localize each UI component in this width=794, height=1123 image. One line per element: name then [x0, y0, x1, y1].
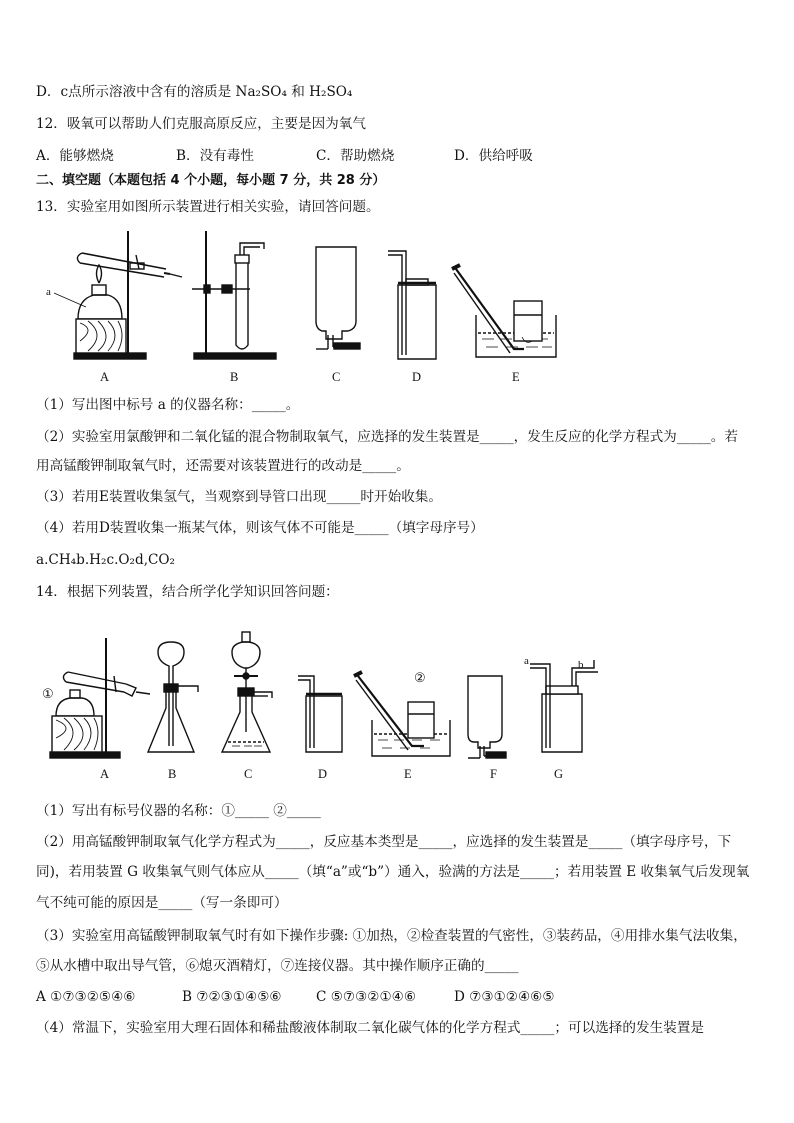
figure-label-g: G: [554, 767, 564, 781]
q12-option-d: D．供给呼吸: [454, 148, 533, 164]
figure-label-d: D: [318, 767, 328, 781]
apparatus-a: [54, 231, 182, 359]
marker-a: a: [46, 286, 51, 298]
q14-part1: （1）写出有标号仪器的名称：①_____ ②_____: [36, 803, 321, 819]
q14-part3-option-a: A ①⑦③②⑤④⑥: [36, 989, 136, 1005]
apparatus-e: [354, 672, 450, 756]
q14-part2-line2: 同)，若用装置 G 收集氧气则气体应从_____（填“a”或“b”）通入，验满的方法是_____；若用装置 E 收集氧气后发现氧: [36, 864, 750, 880]
q12-option-b: B．没有毒性: [176, 148, 254, 164]
figure-label-e: E: [512, 370, 520, 384]
q13-figure: [36, 225, 576, 387]
port-b-label: b: [578, 659, 584, 671]
q14-part3-line1: （3）实验室用高锰酸钾制取氧气时有如下操作步骤: ①加热，②检查装置的气密性，③装药品，④用排水集气法收集，: [36, 928, 747, 944]
q13-part2-line1: （2）实验室用氯酸钾和二氧化锰的混合物制取氧气，应选择的发生装置是_____，发生反应的化学方程式为_____。若: [36, 429, 738, 445]
marker-1: ①: [42, 686, 54, 701]
q14-part3-option-b: B ⑦②③①④⑤⑥: [182, 989, 282, 1005]
q13-part4-options: a.CH₄b.H₂c.O₂d,CO₂: [36, 552, 176, 568]
q14-part3-option-c: C ⑤⑦③②①④⑥: [316, 989, 417, 1005]
figure-label-b: B: [168, 767, 177, 781]
figure-label-a: A: [100, 370, 110, 384]
apparatus-e: [452, 265, 556, 357]
q13-part3: （3）若用E装置收集氢气，当观察到导管口出现_____时开始收集。: [36, 489, 442, 505]
figure-label-c: C: [332, 370, 341, 384]
q14-part3-line2: ⑤从水槽中取出导气管，⑥熄灭酒精灯，⑦连接仪器。其中操作顺序正确的_____: [36, 958, 519, 974]
q12-option-a: A．能够燃烧: [36, 148, 114, 164]
port-a-label: a: [524, 655, 529, 667]
apparatus-d: [298, 676, 342, 752]
figure-label-d: D: [412, 370, 422, 384]
apparatus-d: [388, 251, 436, 359]
section-heading: 二、填空题（本题包括 4 个小题，每小题 7 分，共 28 分）: [36, 173, 386, 188]
q14-stem: 14．根据下列装置，结合所学化学知识回答问题：: [36, 584, 339, 600]
q14-part4: （4）常温下，实验室用大理石固体和稀盐酸液体制取二氧化碳气体的化学方程式_____；可以选择的发生装置是: [36, 1020, 704, 1036]
q14-part2-line1: （2）用高锰酸钾制取氧气化学方程式为_____，反应基本类型是_____，应选择的发生装置是_____（填字母序号，下: [36, 834, 732, 850]
q13-stem: 13．实验室用如图所示装置进行相关实验，请回答问题。: [36, 199, 380, 215]
figure-label-e: E: [404, 767, 412, 781]
apparatus-b: [192, 231, 276, 359]
option-d-line: D．c点所示溶液中含有的溶质是 Na₂SO₄ 和 H₂SO₄: [36, 84, 353, 100]
q12-option-c: C．帮助燃烧: [316, 148, 395, 164]
apparatus-a: [50, 638, 150, 758]
q12-stem: 12．吸氧可以帮助人们克服高原反应，主要是因为氧气: [36, 116, 366, 132]
marker-2: ②: [414, 670, 426, 685]
q13-part4: （4）若用D装置收集一瓶某气体，则该气体不可能是_____（填字母序号）: [36, 520, 484, 536]
q13-part1: （1）写出图中标号 a 的仪器名称：_____。: [36, 397, 300, 413]
q14-part3-option-d: D ⑦③①②④⑥⑤: [454, 989, 555, 1005]
figure-label-b: B: [230, 370, 239, 384]
figure-label-f: F: [490, 767, 497, 781]
apparatus-b: [148, 642, 198, 752]
q14-part2-line3: 气不纯可能的原因是_____（写一条即可）: [36, 895, 288, 911]
q14-figure: [36, 612, 616, 792]
apparatus-c: [222, 632, 272, 752]
apparatus-c: [316, 247, 360, 349]
q13-part2-line2: 用高锰酸钾制取氧气时，还需要对该装置进行的改动是_____。: [36, 458, 410, 474]
figure-label-a: A: [100, 767, 110, 781]
apparatus-g: [530, 660, 598, 752]
figure-label-c: C: [244, 767, 253, 781]
apparatus-f: [468, 676, 506, 758]
